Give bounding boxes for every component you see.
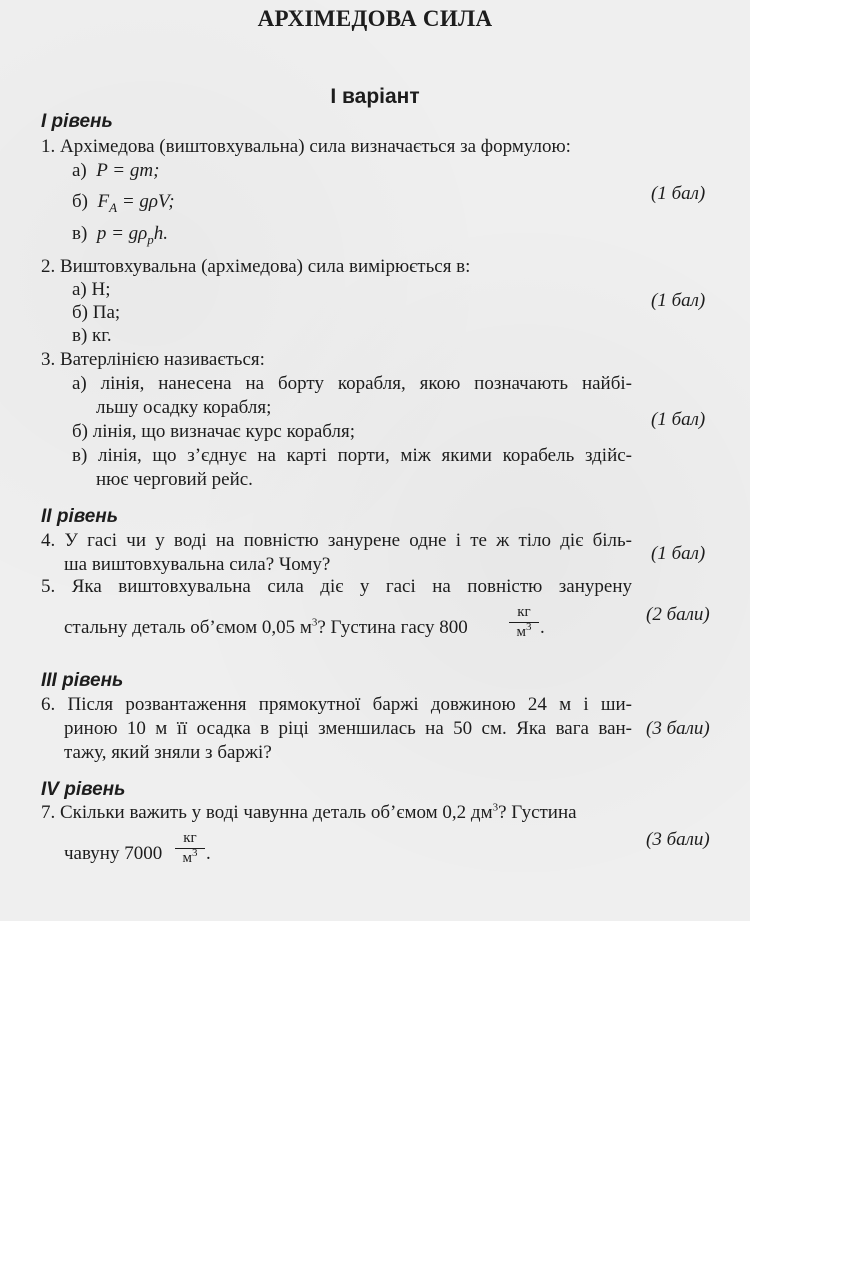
variant-heading: I варіант bbox=[330, 85, 420, 108]
question-5-end: . bbox=[540, 617, 545, 638]
question-6-line-2: риною 10 м її осадка в ріці зменшилась на 50 см. Яка вага ван- bbox=[64, 718, 632, 739]
question-2-option-c: в) кг. bbox=[72, 325, 112, 346]
question-1-option-a: а) P = gm; bbox=[72, 160, 160, 181]
question-3-option-b: б) лінія, що визначає курс корабля; bbox=[72, 421, 355, 442]
question-6-score: (3 бали) bbox=[646, 718, 710, 739]
page-title: АРХІМЕДОВА СИЛА bbox=[257, 6, 493, 31]
level-4-heading: IV рівень bbox=[41, 779, 126, 800]
question-1-option-c: в) $p = g\rho_ph$. bbox=[72, 223, 169, 247]
question-5-score: (2 бали) bbox=[646, 604, 710, 625]
question-3-score: (1 бал) bbox=[651, 409, 706, 430]
level-1-heading: I рівень bbox=[41, 111, 113, 132]
question-5-line-1: 5. Яка виштовхувальна сила діє у гасі на повністю занурену bbox=[41, 576, 632, 597]
question-3-option-a-line-2: льшу осадку корабля; bbox=[96, 397, 272, 418]
question-5-line-2: стальну деталь об’ємом 0,05 $м^3$? Густина гасу 800 bbox=[64, 616, 468, 638]
question-6-line-3: тажу, який зняли з баржі? bbox=[64, 742, 272, 763]
question-4-line-1: 4. У гасі чи у воді на повністю занурене одне і те ж тіло діє біль- bbox=[41, 530, 632, 551]
question-7-density-unit: кг $м^3$ bbox=[175, 830, 205, 867]
question-7-score: (3 бали) bbox=[646, 829, 710, 850]
level-3-heading: III рівень bbox=[41, 670, 124, 691]
question-4-score: (1 бал) bbox=[651, 543, 706, 564]
question-1-text: 1. Архімедова (виштовхувальна) сила визначається за формулою: bbox=[41, 136, 571, 157]
question-3-option-c-line-2: нює черговий рейс. bbox=[96, 469, 253, 490]
question-2-option-a: а) Н; bbox=[72, 279, 111, 300]
question-2-text: 2. Виштовхувальна (архімедова) сила вимірюється в: bbox=[41, 256, 471, 277]
question-7-end: . bbox=[206, 843, 211, 864]
question-1-score: (1 бал) bbox=[651, 183, 706, 204]
question-4-line-2: ша виштовхувальна сила? Чому? bbox=[64, 554, 331, 575]
question-5-density-unit: кг $м^3$ bbox=[509, 604, 539, 641]
question-3-text: 3. Ватерлінією називається: bbox=[41, 349, 265, 370]
question-7-line-2: чавуну 7000 bbox=[64, 843, 163, 864]
question-3-option-c-line-1: в) лінія, що з’єднує на карті порти, між якими корабель здійс- bbox=[72, 445, 632, 466]
question-7-line-1: 7. Скільки важить у воді чавунна деталь об’ємом 0,2 $дм^3$? Густина bbox=[41, 801, 577, 823]
question-1-option-b: б) $F_A = g\rho V$; bbox=[72, 191, 175, 215]
question-6-line-1: 6. Після розвантаження прямокутної баржі довжиною 24 м і ши- bbox=[41, 694, 632, 715]
question-2-option-b: б) Па; bbox=[72, 302, 121, 323]
question-3-option-a-line-1: а) лінія, нанесена на борту корабля, якою позначають найбі- bbox=[72, 373, 632, 394]
question-2-score: (1 бал) bbox=[651, 290, 706, 311]
level-2-heading: II рівень bbox=[41, 506, 119, 527]
